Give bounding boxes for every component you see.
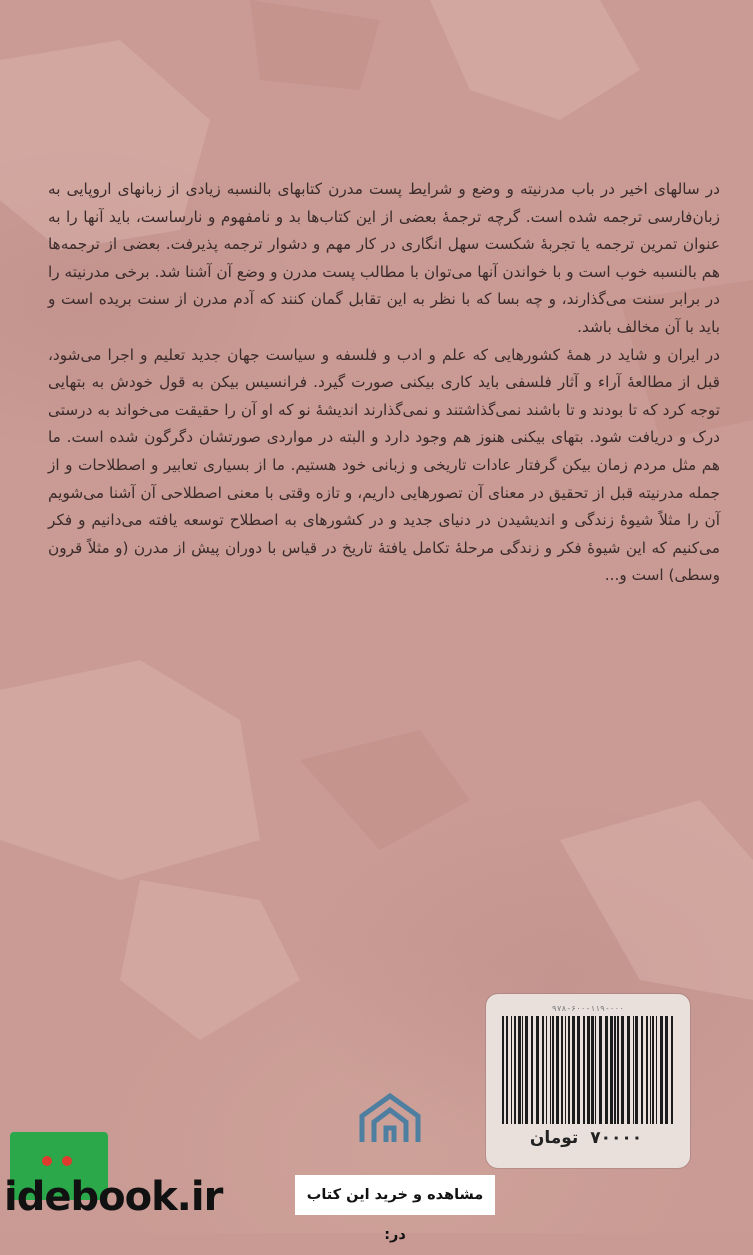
barcode-bar <box>621 1016 624 1124</box>
barcode-bar <box>587 1016 590 1124</box>
barcode-bar <box>660 1016 663 1124</box>
barcode-bar <box>641 1016 643 1124</box>
barcode-bar <box>646 1016 648 1124</box>
barcode-bar <box>550 1016 551 1124</box>
blurb-paragraph-2: در ایران و شاید در همهٔ کشورهایی که علم و ادب و فلسفه و سیاست جهان جدید تعلیم و اجرا می‌شود، قبل از مطالعهٔ آراء و آثار فلسفی باید کاری بیکنی صورت گیرد. فرانسیس بیکن به قول خودش به بتهایی توجه کرد که تا بودند و تا باشند نمی‌گذاشتند و نمی‌گذارند اندیشهٔ نو که او آن را حقیقت می‌خواند به درستی درک و دریافت شود. بتهای بیکنی هنوز هم وجود دارد و البته در مواردی صورتشان دگرگون شده است. ما هم مثل مردم زمان بیکن گرفتار عادات تاریخی و زبانی خود هستیم. ما از بسیاری تعابیر و اصطلاحات و از جمله مدرنیته قبل از تحقیق در معنای آن تصورهایی داریم، و تازه وقتی با معنی اصطلاحی آن آشنا می‌شویم آن را مثلاً شیوهٔ زندگی و اندیشیدن در دنیای جدید و در کشورهای به اصطلاح توسعه یافته می‌دانیم و فکر می‌کنیم که این شیوهٔ فکر و زندگی مرحلهٔ تکامل یافتهٔ تاریخ در قیاس با دوران پیش از مدرن (و مثلاً قرون وسطی) است و... <box>48 345 720 585</box>
barcode-bar <box>511 1016 512 1124</box>
barcode-bar <box>514 1016 516 1124</box>
brand-suffix: .ir <box>176 1174 223 1220</box>
barcode-bar <box>605 1016 608 1124</box>
barcode-bar <box>627 1016 630 1124</box>
ad-caption: مشاهده و خرید این کتاب در: <box>295 1175 495 1215</box>
barcode-bar <box>650 1016 651 1124</box>
barcode-bar <box>617 1016 619 1124</box>
barcode-bar <box>656 1016 657 1124</box>
idebook-brand[interactable] <box>0 1172 294 1222</box>
barcode-bar <box>531 1016 533 1124</box>
barcode-bar <box>614 1016 616 1124</box>
barcode-caption: ۹۷۸-۶۰۰-۱۱۹-۰۰۰ <box>551 1004 625 1013</box>
barcode-bar <box>568 1016 570 1124</box>
barcode-bar <box>671 1016 673 1124</box>
barcode-bar <box>595 1016 596 1124</box>
price-number: ۷۰۰۰۰ <box>590 1128 643 1148</box>
barcode-bar <box>633 1016 634 1124</box>
barcode-bar <box>506 1016 508 1124</box>
barcode-bar <box>635 1016 638 1124</box>
back-cover-blurb <box>48 176 720 590</box>
price-sticker <box>486 994 690 1168</box>
barcode-bar <box>536 1016 539 1124</box>
barcode-bar <box>502 1016 504 1124</box>
barcode-bar <box>522 1016 523 1124</box>
idebook-ad-banner[interactable] <box>0 1132 498 1243</box>
blurb-paragraph-1: در سالهای اخیر در باب مدرنیته و وضع و شرایط پست مدرن کتابهای بالنسبه زیادی از زبانهای اروپایی به زبان‌فارسی ترجمه شده است. گرچه ترجمهٔ بعضی از این کتاب‌ها بد و نامفهوم و نارساست، باید آنها را به عنوان تمرین ترجمه یا تجربهٔ شکست سهل انگاری در کار مهم و دشوار ترجمه پذیرفت. بعضی از ترجمه‌ها هم بالنسبه خوب است و با خواندن آنها می‌توان با مطالب پست مدرن و وضع آن آشنا شد. برخی مدرنیته را در برابر سنت می‌گذارند، و چه بسا که با نظر به این تقابل گمان کنند که آدم مدرن از سنت بریده است و باید با آن مخالف باشد. <box>48 180 720 336</box>
barcode-bar <box>556 1016 559 1124</box>
price-unit: تومان <box>529 1128 579 1148</box>
brand-prefix: idebook <box>4 1174 177 1220</box>
barcode-bar <box>518 1016 521 1124</box>
barcode-bar <box>542 1016 544 1124</box>
barcode-bar <box>652 1016 654 1124</box>
barcode-bar <box>572 1016 575 1124</box>
barcode-bar <box>599 1016 602 1124</box>
barcode-bar <box>546 1016 547 1124</box>
barcode-bar <box>552 1016 554 1124</box>
barcode-bar <box>577 1016 580 1124</box>
barcode-bar <box>665 1016 668 1124</box>
price-label <box>496 1128 676 1148</box>
barcode-bar <box>591 1016 594 1124</box>
barcode-bar <box>525 1016 528 1124</box>
barcode-bar <box>583 1016 585 1124</box>
barcode <box>500 1016 676 1124</box>
barcode-bar <box>610 1016 613 1124</box>
barcode-bar <box>565 1016 566 1124</box>
barcode-bar <box>561 1016 563 1124</box>
